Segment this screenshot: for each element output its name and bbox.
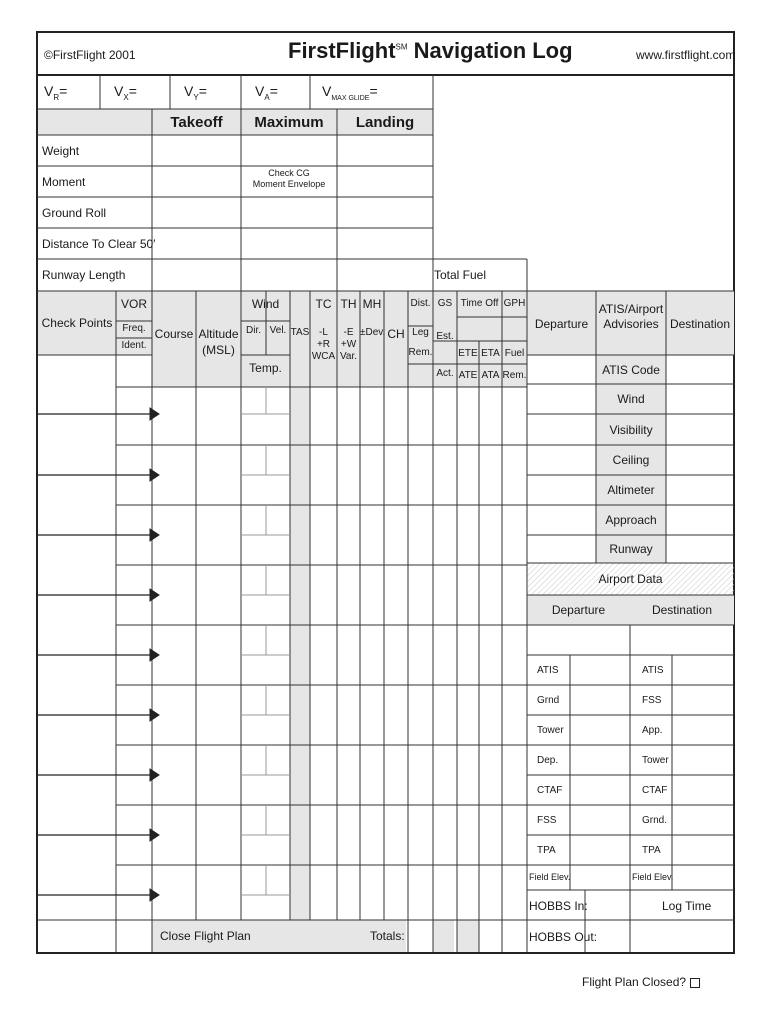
advisories-header-1: ATIS/Airport <box>598 302 664 316</box>
var-header: Var. <box>339 351 358 362</box>
ch-header: CH <box>387 327 405 341</box>
visibility-label: Visibility <box>609 423 653 437</box>
dep-atis-label: ATIS <box>537 665 559 676</box>
vx-eq: = <box>128 83 137 99</box>
col-takeoff: Takeoff <box>170 114 223 131</box>
dest-tpa-label: TPA <box>642 845 661 856</box>
dep-dep-label: Dep. <box>537 755 559 766</box>
wca-header: WCA <box>311 351 336 362</box>
vx-field[interactable] <box>114 84 137 102</box>
l-header: -L <box>319 327 328 338</box>
ata-header: ATA <box>481 370 500 381</box>
gs-header: GS <box>437 298 453 309</box>
dest-app-label: App. <box>642 725 663 736</box>
rem-header: Rem. <box>408 347 433 358</box>
wind-header: Wind <box>251 297 280 311</box>
check-cg-note: Check CG <box>268 168 310 178</box>
vy-eq: = <box>198 83 207 99</box>
row-distance-clear: Distance To Clear 50′ <box>42 237 156 251</box>
dep-field-elev-label: Field Elev. <box>529 872 571 882</box>
fuel-rem-header: Rem. <box>502 370 527 381</box>
leg-header: Leg <box>412 327 429 338</box>
tas-header: TAS <box>290 327 310 338</box>
va-sub: A <box>264 92 270 102</box>
website: www.firstflight.com <box>636 48 736 62</box>
dist-header: Dist. <box>410 298 431 309</box>
page-title <box>288 40 573 62</box>
dir-header: Dir. <box>246 325 261 336</box>
dep-ctaf-label: CTAF <box>537 785 563 796</box>
airport-destination-header: Destination <box>651 603 713 617</box>
altitude-header: Altitude <box>198 327 239 341</box>
dest-field-elev-label: Field Elev. <box>632 872 674 882</box>
eta-header: ETA <box>481 348 500 359</box>
dep-tpa-label: TPA <box>537 845 556 856</box>
dep-fss-label: FSS <box>537 815 557 826</box>
vr-label: V <box>44 83 54 99</box>
hobbs-out-label: HOBBS Out: <box>529 930 598 944</box>
approach-label: Approach <box>605 513 657 527</box>
dest-tower-label: Tower <box>642 755 669 766</box>
freq-header: Freq. <box>122 323 146 334</box>
col-maximum: Maximum <box>254 114 324 131</box>
dest-grnd-label: Grnd. <box>642 815 668 826</box>
course-header: Course <box>154 327 194 341</box>
w-header: +W <box>340 339 357 350</box>
th-header: TH <box>340 297 357 311</box>
vy-sub: Y <box>193 92 199 102</box>
totals-label: Totals: <box>370 929 405 943</box>
flight-plan-closed-label: Flight Plan Closed? <box>582 975 687 989</box>
row-runway-length: Runway Length <box>42 268 126 282</box>
row-moment: Moment <box>42 175 86 189</box>
dest-atis-label: ATIS <box>642 665 664 676</box>
flight-plan-closed-checkbox[interactable] <box>690 978 700 988</box>
altimeter-label: Altimeter <box>607 483 655 497</box>
temp-header: Temp. <box>249 361 282 375</box>
vmg-sub: MAX GLIDE <box>331 94 370 102</box>
ate-header: ATE <box>458 370 478 381</box>
title-rest: Navigation Log <box>413 38 573 63</box>
dest-ctaf-label: CTAF <box>642 785 668 796</box>
vy-label: V <box>184 83 194 99</box>
copyright: ©FirstFlight 2001 <box>44 48 136 62</box>
vmg-field[interactable] <box>322 84 378 102</box>
va-label: V <box>255 83 265 99</box>
total-fuel-label: Total Fuel <box>434 268 487 282</box>
va-eq: = <box>269 83 278 99</box>
dest-fss-label: FSS <box>642 695 662 706</box>
title-brand: FirstFlight <box>288 38 396 63</box>
dep-tower-label: Tower <box>537 725 564 736</box>
vmg-eq: = <box>369 83 378 99</box>
vx-sub: X <box>123 92 129 102</box>
vmg-label: V <box>322 83 332 99</box>
vy-field[interactable] <box>184 84 207 102</box>
runway-label: Runway <box>609 542 653 556</box>
e-header: -E <box>343 327 354 338</box>
destination-header: Destination <box>669 317 731 331</box>
vx-label: V <box>114 83 124 99</box>
vor-header: VOR <box>120 297 147 311</box>
mh-header: MH <box>362 297 382 311</box>
col-landing: Landing <box>355 114 415 131</box>
r-header: +R <box>316 339 331 350</box>
wind-label: Wind <box>617 392 645 406</box>
departure-header: Departure <box>534 317 589 331</box>
row-weight: Weight <box>42 144 80 158</box>
check-points-header: Check Points <box>41 316 113 330</box>
tc-header: TC <box>315 297 332 311</box>
airport-departure-header: Departure <box>551 603 606 617</box>
ete-header: ETE <box>458 348 478 359</box>
advisories-header-2: Advisories <box>603 317 659 331</box>
ceiling-label: Ceiling <box>612 453 650 467</box>
vel-header: Vel. <box>269 325 287 336</box>
dev-header: ±Dev. <box>360 327 386 338</box>
va-field[interactable] <box>255 84 278 102</box>
fuel-header: Fuel <box>504 348 525 359</box>
airport-data-title: Airport Data <box>598 572 663 586</box>
vr-eq: = <box>59 83 68 99</box>
time-off-header: Time Off <box>460 298 499 309</box>
row-ground-roll: Ground Roll <box>42 206 107 220</box>
dep-grnd-label: Grnd <box>537 695 560 706</box>
atis-code-label: ATIS Code <box>602 363 660 377</box>
log-time-label: Log Time <box>662 899 712 913</box>
moment-envelope-note: Moment Envelope <box>252 179 326 189</box>
title-service-mark: SM <box>395 42 408 52</box>
gph-header: GPH <box>503 298 526 309</box>
ident-header: Ident. <box>121 340 147 351</box>
vr-sub: R <box>53 92 60 102</box>
hobbs-in-label: HOBBS In: <box>529 899 588 913</box>
vr-field[interactable] <box>44 84 67 102</box>
msl-header: (MSL) <box>202 343 235 357</box>
est-header: Est. <box>436 331 454 342</box>
close-flight-plan-label: Close Flight Plan <box>160 929 251 943</box>
flight-plan-closed <box>582 976 700 988</box>
act-header: Act. <box>436 368 454 379</box>
